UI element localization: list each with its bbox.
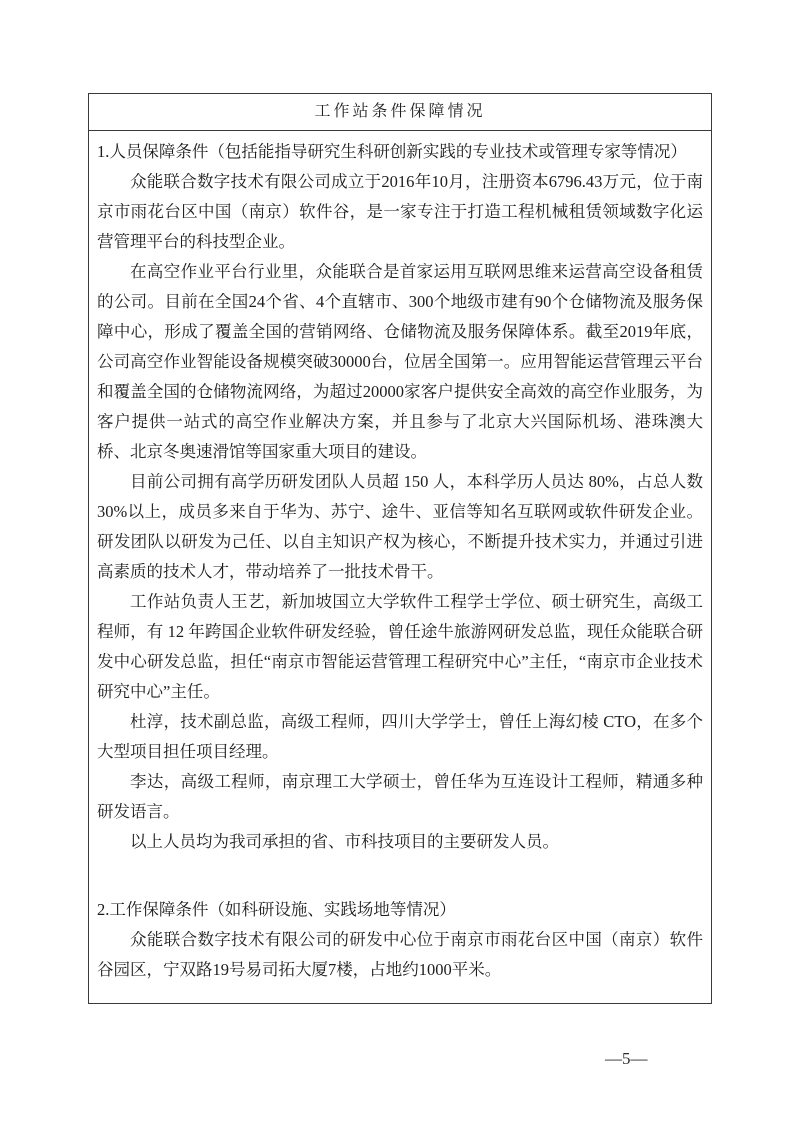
paragraph-du-chun: 杜淳，技术副总监，高级工程师，四川大学学士，曾任上海幻棱 CTO，在多个大型项目担任项目经理。 [97, 712, 703, 761]
conditions-table [88, 93, 712, 1004]
table-title: 工作站条件保障情况 [89, 94, 711, 131]
section-2-heading: 2.工作保障条件（如科研设施、实践场地等情况） [97, 900, 456, 919]
table-body [89, 131, 711, 1003]
paragraph-li-da: 李达，高级工程师，南京理工大学硕士，曾任华为互连设计工程师，精通多种研发语言。 [97, 772, 703, 821]
paragraph-personnel-summary: 以上人员均为我司承担的省、市科技项目的主要研发人员。 [130, 832, 559, 851]
paragraph-company-intro: 众能联合数字技术有限公司成立于2016年10月，注册资本6796.43万元，位于南京市雨花台区中国（南京）软件谷，是一家专注于打造工程机械租赁领域数字化运营管理平台的科技型企业。 [97, 172, 703, 251]
paragraph-rd-center-location: 众能联合数字技术有限公司的研发中心位于南京市雨花台区中国（南京）软件谷园区，宁双路19号易司拓大厦7楼，占地约1000平米。 [97, 930, 703, 979]
page-number: —5— [605, 1049, 648, 1068]
section-personnel [97, 137, 703, 857]
section-1-heading: 1.人员保障条件（包括能指导研究生科研创新实践的专业技术或管理专家等情况） [97, 142, 687, 161]
paragraph-station-leader: 工作站负责人王艺，新加坡国立大学软件工程学士学位、硕士研究生，高级工程师，有 12 年跨国企业软件研发经验，曾任途牛旅游网研发总监，现任众能联合研发中心研发总监，担任“南京市智能运营管理工程研究中心”主任，“南京市企业技术研究中心”主任。 [97, 592, 703, 701]
paragraph-industry-position: 在高空作业平台行业里，众能联合是首家运用互联网思维来运营高空设备租赁的公司。目前在全国24个省、4个直辖市、300个地级市建有90个仓储物流及服务保障中心，形成了覆盖全国的营销网络、仓储物流及服务保障体系。截至2019年底，公司高空作业智能设备规模突破30000台，位居全国第一。应用智能运营管理云平台和覆盖全国的仓储物流网络，为超过20000家客户提供安全高效的高空作业服务，为客户提供一站式的高空作业解决方案，并且参与了北京大兴国际机场、港珠澳大桥、北京冬奥速滑馆等国家重大项目的建设。 [97, 262, 703, 461]
section-workspace [97, 895, 703, 985]
paragraph-rd-team: 目前公司拥有高学历研发团队人员超 150 人，本科学历人员达 80%，占总人数 30%以上，成员多来自于华为、苏宁、途牛、亚信等知名互联网或软件研发企业。研发团队以研发为己任、以自主知识产权为核心，不断提升技术实力，并通过引进高素质的技术人才，带动培养了一批技术骨干。 [97, 472, 703, 581]
